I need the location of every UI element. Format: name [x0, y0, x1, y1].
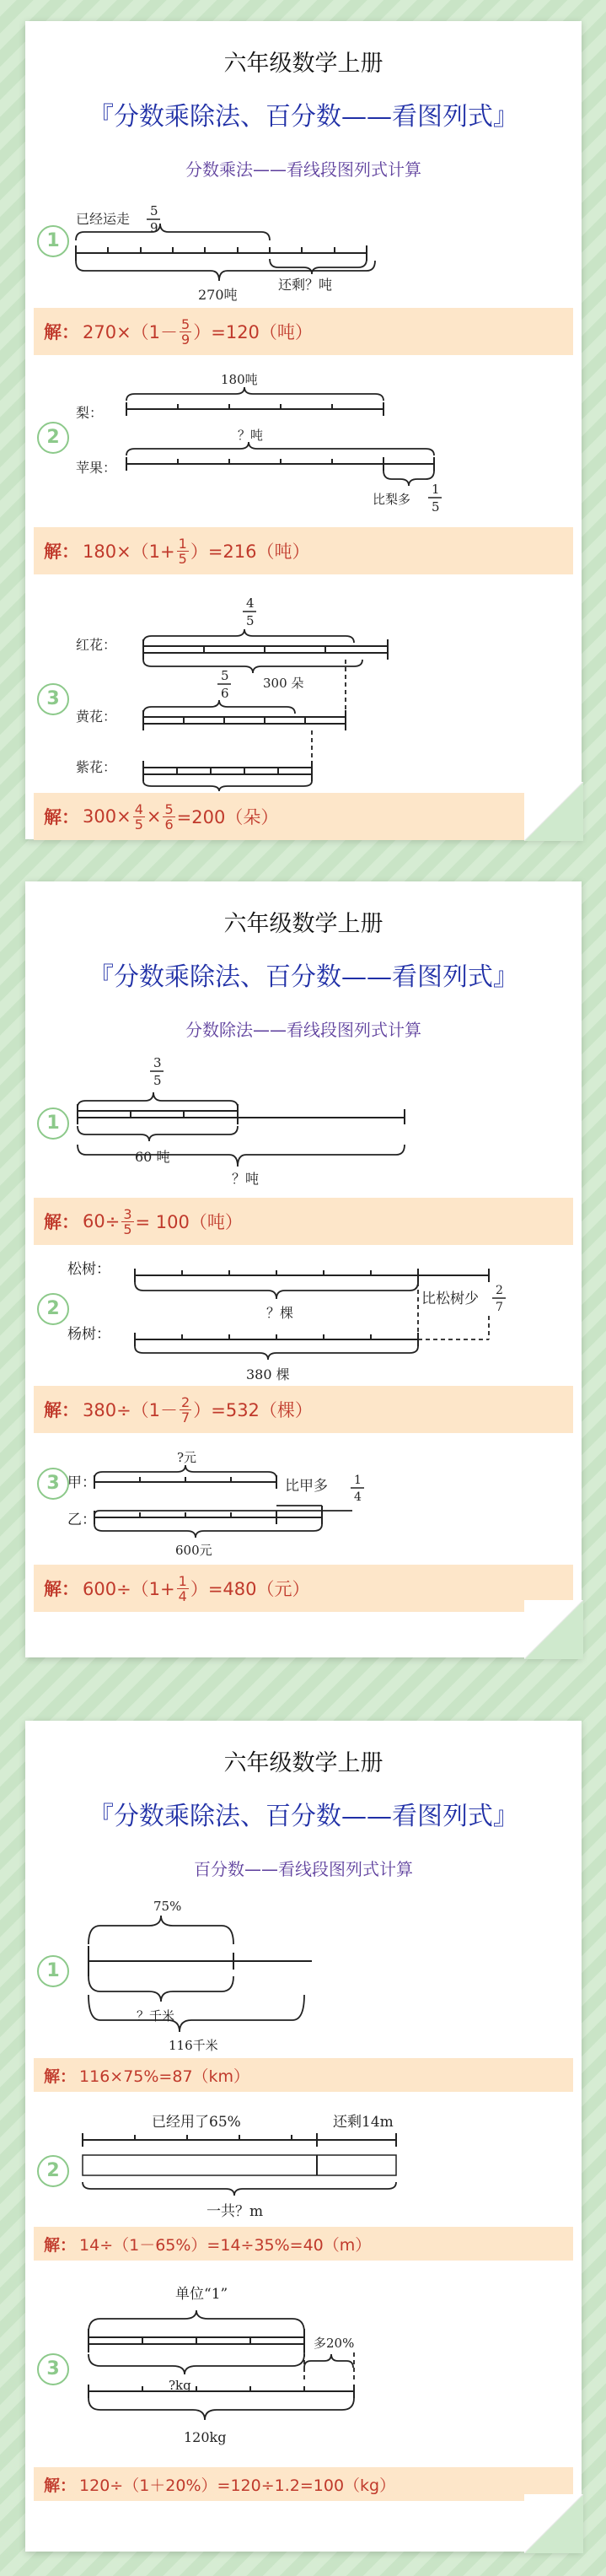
svg-text:1: 1 [432, 482, 440, 497]
solution-part: ）=480（元） [190, 1579, 310, 1599]
svg-text:1: 1 [354, 1474, 362, 1487]
label-left: 还剩14m [333, 2114, 394, 2131]
line-diagram-flowers [25, 590, 582, 793]
line-diagram-distance [25, 1894, 582, 2062]
solution-prefix: 解： [44, 1212, 79, 1232]
label-unit: 单位“1” [175, 2286, 228, 2303]
page-title: 六年级数学上册 [223, 51, 383, 77]
line-diagram-fruit [25, 367, 582, 519]
page-title: 六年级数学上册 [223, 1750, 383, 1776]
solution-part: ）=216（吨） [190, 542, 310, 562]
solution-box [34, 2227, 573, 2261]
label-red: 红花： [76, 637, 117, 653]
problem-number: 2 [37, 1293, 69, 1325]
solution-part: 60÷ [83, 1211, 121, 1231]
line-diagram-money [25, 1447, 582, 1556]
solution-part: × [146, 806, 162, 827]
label-part: 60 吨 [135, 1149, 170, 1165]
label-poplar: 杨树： [67, 1326, 110, 1343]
solution-part: 270×（1－ [83, 322, 179, 342]
solution-box [34, 2467, 573, 2501]
problem-number: 3 [37, 1468, 69, 1500]
label-pear: 梨： [76, 405, 104, 421]
page-subtitle: 『分数乘除法、百分数——看图列式』 [88, 962, 518, 992]
brace-pear [126, 387, 383, 401]
svg-text:5: 5 [153, 1073, 162, 1088]
solution-prefix: 解： [44, 322, 79, 342]
label-used: 已经用了65% [152, 2114, 241, 2131]
solution-text: 120÷（1＋20%）=120÷1.2=100（kg） [79, 2476, 396, 2495]
label-part: ？千米 [137, 2008, 175, 2024]
worksheet-page-2 [25, 881, 582, 1657]
svg-text:5: 5 [221, 668, 229, 683]
label-apple-amount: ？吨 [238, 428, 264, 443]
solution-box [34, 308, 573, 355]
label-total: 120kg [184, 2429, 227, 2445]
page-title: 六年级数学上册 [223, 911, 383, 937]
brace-yellow-part [143, 700, 295, 714]
label-remaining: 还剩？吨 [278, 277, 333, 293]
solution-box [34, 1565, 573, 1612]
label-total: 116千米 [169, 2038, 218, 2053]
line-diagram-tons [25, 1050, 582, 1185]
brace-red-part [143, 629, 354, 643]
label-poplar-amount: 380 棵 [246, 1366, 290, 1382]
problem-number: 3 [37, 2353, 69, 2385]
solution-prefix: 解： [44, 807, 79, 827]
svg-text:6: 6 [221, 686, 229, 701]
label-jia-amount: ?元 [177, 1450, 197, 1465]
solution-fraction: $\frac{5}{6}$ [164, 800, 174, 833]
solution-part: 300× [83, 806, 131, 827]
solution-fraction: $\frac{5}{9}$ [181, 315, 190, 348]
label-total: 270吨 [198, 287, 238, 303]
svg-text:4: 4 [246, 595, 255, 611]
svg-text:7: 7 [496, 1301, 503, 1314]
solution-prefix: 解： [44, 1400, 79, 1420]
problem-number: 2 [37, 2155, 69, 2187]
solution-fraction: $\frac{1}{4}$ [178, 1572, 187, 1604]
label-more: 多20% [314, 2336, 355, 2351]
solution-box [34, 1198, 573, 1245]
solution-part: ）=120（吨） [193, 322, 313, 342]
solution-fraction: $\frac{3}{5}$ [123, 1205, 132, 1237]
label-part: ?kg [169, 2378, 191, 2393]
label-jia: 甲： [67, 1474, 96, 1491]
label-pine: 松树： [67, 1261, 110, 1278]
page-subtitle: 『分数乘除法、百分数——看图列式』 [88, 102, 518, 132]
label-purple: 紫花： [76, 759, 117, 775]
label-total: 一共？m [206, 2203, 264, 2220]
solution-part: 600÷（1+ [83, 1579, 175, 1599]
svg-text:4: 4 [354, 1490, 362, 1504]
solution-part: 380÷（1－ [83, 1400, 179, 1420]
solution-prefix: 解： [44, 2235, 77, 2255]
solution-box [34, 793, 573, 840]
section-title: 百分数——看线段图列式计算 [194, 1859, 413, 1879]
label-pine-amount: ？棵 [266, 1305, 294, 1321]
label-more: 比梨多 [373, 492, 411, 507]
brace-remaining [270, 259, 367, 274]
solution-part: =200（朵） [176, 807, 279, 827]
problem-number: 1 [37, 1955, 69, 1987]
solution-fraction: $\frac{4}{5}$ [134, 800, 143, 833]
problem-number: 2 [37, 422, 69, 454]
solution-text: 14÷（1－65%）=14÷35%=40（m） [79, 2235, 372, 2255]
brace-apple [126, 442, 434, 455]
solution-prefix: 解： [44, 542, 79, 562]
solution-part: = 100（吨） [135, 1212, 243, 1232]
solution-fraction: $\frac{1}{5}$ [178, 535, 187, 567]
label-less: 比松树少 [421, 1291, 479, 1307]
label-red-amount: 300 朵 [263, 676, 304, 691]
line-diagram-weight [25, 2273, 582, 2459]
svg-text:3: 3 [153, 1055, 162, 1070]
solution-fraction: $\frac{2}{7}$ [181, 1393, 190, 1425]
solution-part: ）=532（棵） [193, 1400, 313, 1420]
label-percent: 75% [153, 1899, 182, 1914]
solution-part: 180×（1+ [83, 542, 175, 562]
solution-box [34, 527, 573, 574]
solution-text: 116×75%=87（km） [79, 2067, 250, 2086]
frac-numerator: 5 [150, 203, 158, 218]
label-pear-amount: 180吨 [221, 372, 258, 387]
bar-total [83, 2155, 396, 2175]
label-apple: 苹果： [76, 460, 117, 476]
svg-text:2: 2 [496, 1284, 503, 1297]
line-diagram-trees [25, 1257, 582, 1382]
solution-prefix: 解： [44, 1579, 79, 1599]
problem-number: 1 [37, 225, 69, 257]
page-subtitle: 『分数乘除法、百分数——看图列式』 [88, 1802, 518, 1831]
svg-text:5: 5 [432, 499, 440, 515]
label-more: 比甲多 [285, 1478, 328, 1495]
solution-prefix: 解： [44, 2067, 77, 2086]
solution-box [34, 2058, 573, 2092]
label-yi: 乙： [67, 1512, 96, 1528]
problem-number: 3 [37, 683, 69, 715]
frac-denominator: 9 [150, 220, 158, 235]
label-yellow: 黄花： [76, 709, 117, 725]
line-diagram-meters [25, 2104, 582, 2220]
label-total: ？吨 [232, 1171, 260, 1187]
problem-number: 1 [37, 1107, 69, 1140]
worksheet-page-3 [25, 1721, 582, 2552]
worksheet-page-1 [25, 21, 582, 839]
brace-more [383, 471, 434, 486]
line-diagram-cargo [25, 190, 582, 303]
solution-prefix: 解： [44, 2476, 77, 2495]
label-transported: 已经运走 [76, 211, 131, 227]
section-title: 分数除法——看线段图列式计算 [185, 1020, 421, 1040]
section-title: 分数乘法——看线段图列式计算 [185, 159, 421, 180]
label-total: 600元 [175, 1543, 212, 1558]
solution-box [34, 1386, 573, 1433]
svg-text:5: 5 [246, 613, 255, 628]
